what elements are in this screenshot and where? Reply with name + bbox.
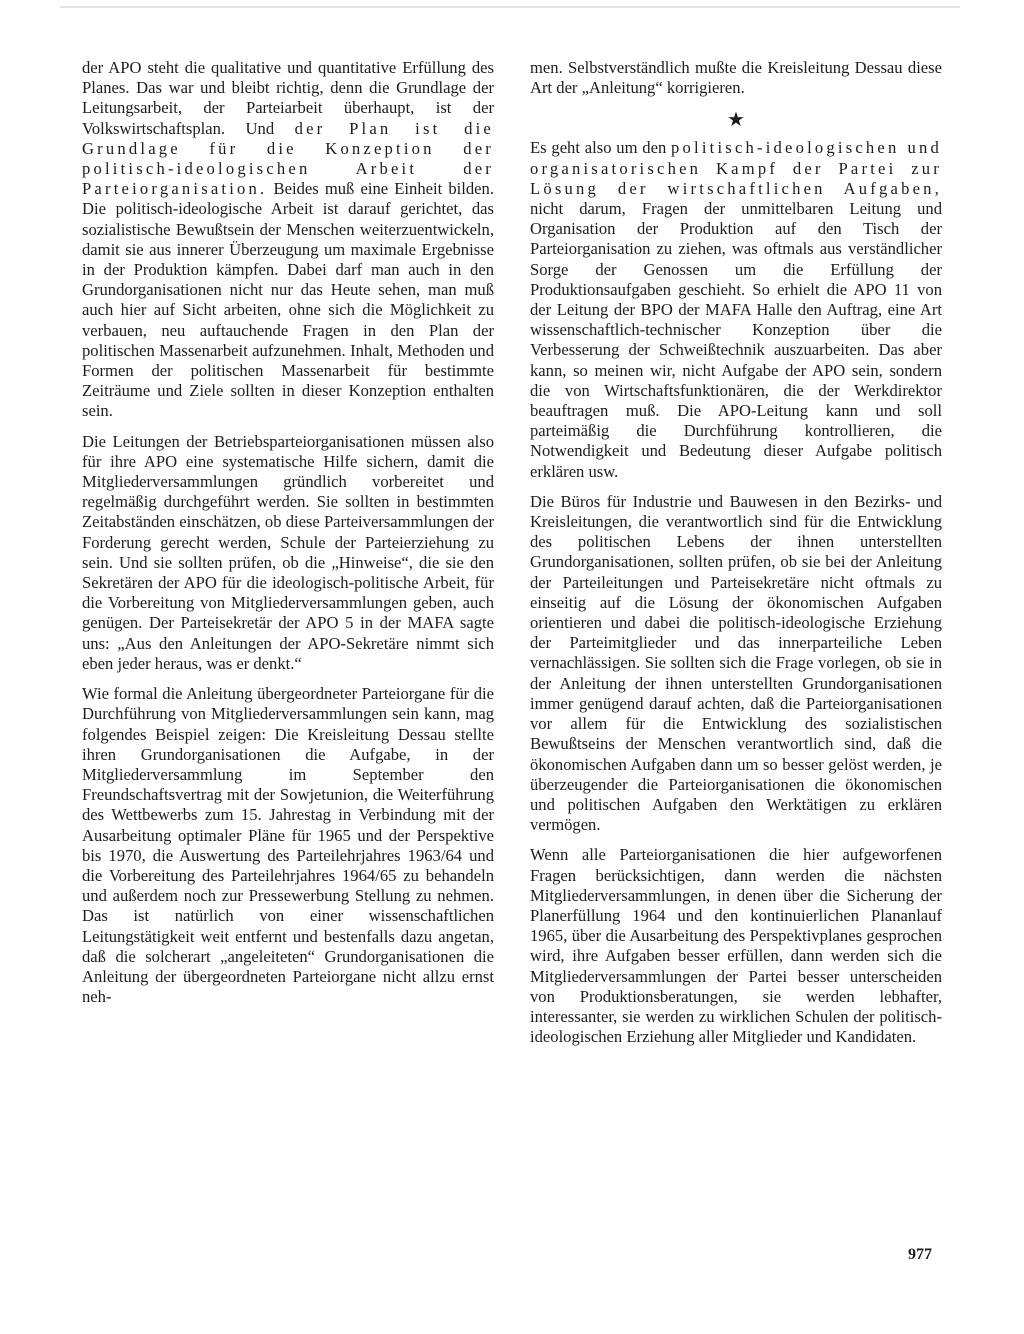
right-p1-text-b: nicht darum, Fragen der unmittelbaren Leitung und Organisation der Produktion auf den Tisch der Parteiorganisation zu ziehen, was oftmals aus verständlicher Sorge der Genossen um die Erfüllung der Produktionsaufgaben geschieht. So erhielt die APO 11 von der Leitung der BPO der MAFA Halle den Auftrag, eine Art wissenschaftlich-technischer Konzeption über die Verbesserung der Schweißtechnik auszuarbeiten. Das aber kann, so meinen wir, nicht Aufgabe der APO sein, sondern die von Wirtschaftsfunktionären, die der Werkdirektor beauftragen muß. Die APO-Leitung kann und soll parteimäßig die Durchführung kontrollieren, die Notwendigkeit und Bedeutung dieser Aufgabe politisch erklären usw. bbox=[530, 199, 942, 481]
left-paragraph-3: Wie formal die Anleitung übergeordneter Parteiorgane für die Durchführung von Mitgliederversammlungen sein kann, mag folgendes Beispiel zeigen: Die Kreisleitung Dessau stellte ihren Grundorganisationen die Aufgabe, in der Mitgliederversammlung im September den Freundschaftsvertrag mit der Sowjetunion, die Weiterführung des Wettbewerbs zum 15. Jahrestag in Verbindung mit der Ausarbeitung optimaler Pläne für 1965 und der Perspektive bis 1970, die Auswertung des Parteilehrjahres 1963/64 und die Vorbereitung des Parteilehrjahres 1964/65 zu behandeln und außerdem noch zur Pressewerbung Stellung zu nehmen. Das ist natürlich von einer wissenschaftlichen Leitungstätigkeit weit entfernt und bestenfalls dazu angetan, daß die solcherart „angeleiteten“ Grundorganisationen die Anleitung der übergeordneten Parteiorgane nicht allzu ernst neh- bbox=[82, 684, 494, 1007]
right-column bbox=[530, 58, 942, 1057]
left-p1-text-b: Beides muß eine Einheit bilden. Die politisch-ideologische Arbeit ist darauf gerichtet, das sozialistische Bewußtsein der Menschen weiterzuentwickeln, damit sie aus innerer Überzeugung um maximale Ergebnisse in der Produktion kämpfen. Dabei darf man auch in den Grundorganisationen nicht nur das Heute sehen, man muß auch hier auf Sicht arbeiten, ohne sich die Möglichkeit zu verbauen, neu auftauchende Fragen in den Plan der politischen Massenarbeit aufzunehmen. Inhalt, Methoden und Formen der politischen Massenarbeit für bestimmte Zeiträume und Ziele sollten in dieser Konzeption enthalten sein. bbox=[82, 179, 494, 421]
left-column bbox=[82, 58, 494, 1017]
right-p1-spaced-emphasis: politisch-ideologischen und organisatorischen Kampf der Partei zur Lösung der wirtschaftlichen Aufgaben, bbox=[530, 138, 942, 198]
right-p1-text-a: Es geht also um den bbox=[530, 138, 672, 158]
right-paragraph-3: Wenn alle Parteiorganisationen die hier aufgeworfenen Fragen berücksichtigen, dann werden die nächsten Mitgliederversammlungen, in denen über die Sicherung der Planerfüllung 1964 und den kontinuierlichen Plananlauf 1965, über die Ausarbeitung des Perspektivplanes gesprochen wird, ihre Aufgaben besser erfüllen, dann werden sich die Mitgliederversammlungen der Partei besser unterscheiden von Produktionsberatungen, sie werden lebhafter, interessanter, sie werden zu wirklichen Schulen der politisch-ideologischen Erziehung aller Mitglieder und Kandidaten. bbox=[530, 845, 942, 1047]
page-number: 977 bbox=[908, 1246, 932, 1263]
right-paragraph-1 bbox=[530, 138, 942, 481]
right-paragraph-2: Die Büros für Industrie und Bauwesen in den Bezirks- und Kreisleitungen, die verantwortlich sind für die Entwicklung des politischen Lebens der ihnen unterstellten Grundorganisationen, sollten prüfen, ob sie bei der Anleitung der Parteileitungen und Parteisekretäre nicht oftmals zu einseitig auf die Lösung der ökonomischen Aufgaben orientieren und dabei die politisch-ideologische Erziehung der Parteimitglieder und das innerparteiliche Leben vernachlässigen. Sie sollten sich die Frage vorlegen, ob sie in der Anleitung der ihnen unterstellten Grundorganisationen immer genügend darauf achten, daß die Parteiorganisationen vor allem für die Entwicklung des sozialistischen Bewußtseins der Menschen verantwortlich sind, daß die ökonomischen Aufgaben dann um so besser gelöst werden, je überzeugender die Parteiorganisationen die ökonomischen und politischen Aufgaben den Werktätigen zu erklären vermögen. bbox=[530, 491, 942, 835]
left-paragraph-1 bbox=[82, 58, 494, 422]
left-p1-text-a: der APO steht die qualitative und quantitative Erfüllung des Planes. Das war und bleibt richtig, denn die Grundlage der Leitungsarbeit, der Parteiarbeit überhaupt, ist der Volkswirtschaftsplan. Und bbox=[82, 58, 494, 138]
section-star-icon: ★ bbox=[727, 107, 745, 132]
left-p1-spaced-emphasis: der Plan ist die Grundlage für die Konzeption der politisch-ideologischen Arbeit der Parteiorganisation. bbox=[82, 118, 494, 199]
scan-edge bbox=[60, 6, 960, 8]
right-paragraph-0: men. Selbstverständlich mußte die Kreisleitung Dessau diese Art der „Anleitung“ korrigieren. bbox=[530, 58, 942, 98]
left-paragraph-2: Die Leitungen der Betriebsparteiorganisationen müssen also für ihre APO eine systematische Hilfe sichern, damit die Mitgliederversammlungen gründlich vorbereitet und regelmäßig durchgeführt werden. Sie sollten in bestimmten Zeitabständen einschätzen, ob diese Parteiversammlungen der Forderung gerecht werden, Schule der Parteierziehung zu sein. Und sie sollten prüfen, ob die „Hinweise“, die sie den Sekretären der APO für die ideologisch-politische Arbeit, für die Vorbereitung von Mitgliederversammlungen geben, auch genügen. Der Parteisekretär der APO 5 in der MAFA sagte uns: „Aus den Anleitungen der APO-Sekretäre nimmt sich eben jeder heraus, was er denkt.“ bbox=[82, 431, 494, 673]
